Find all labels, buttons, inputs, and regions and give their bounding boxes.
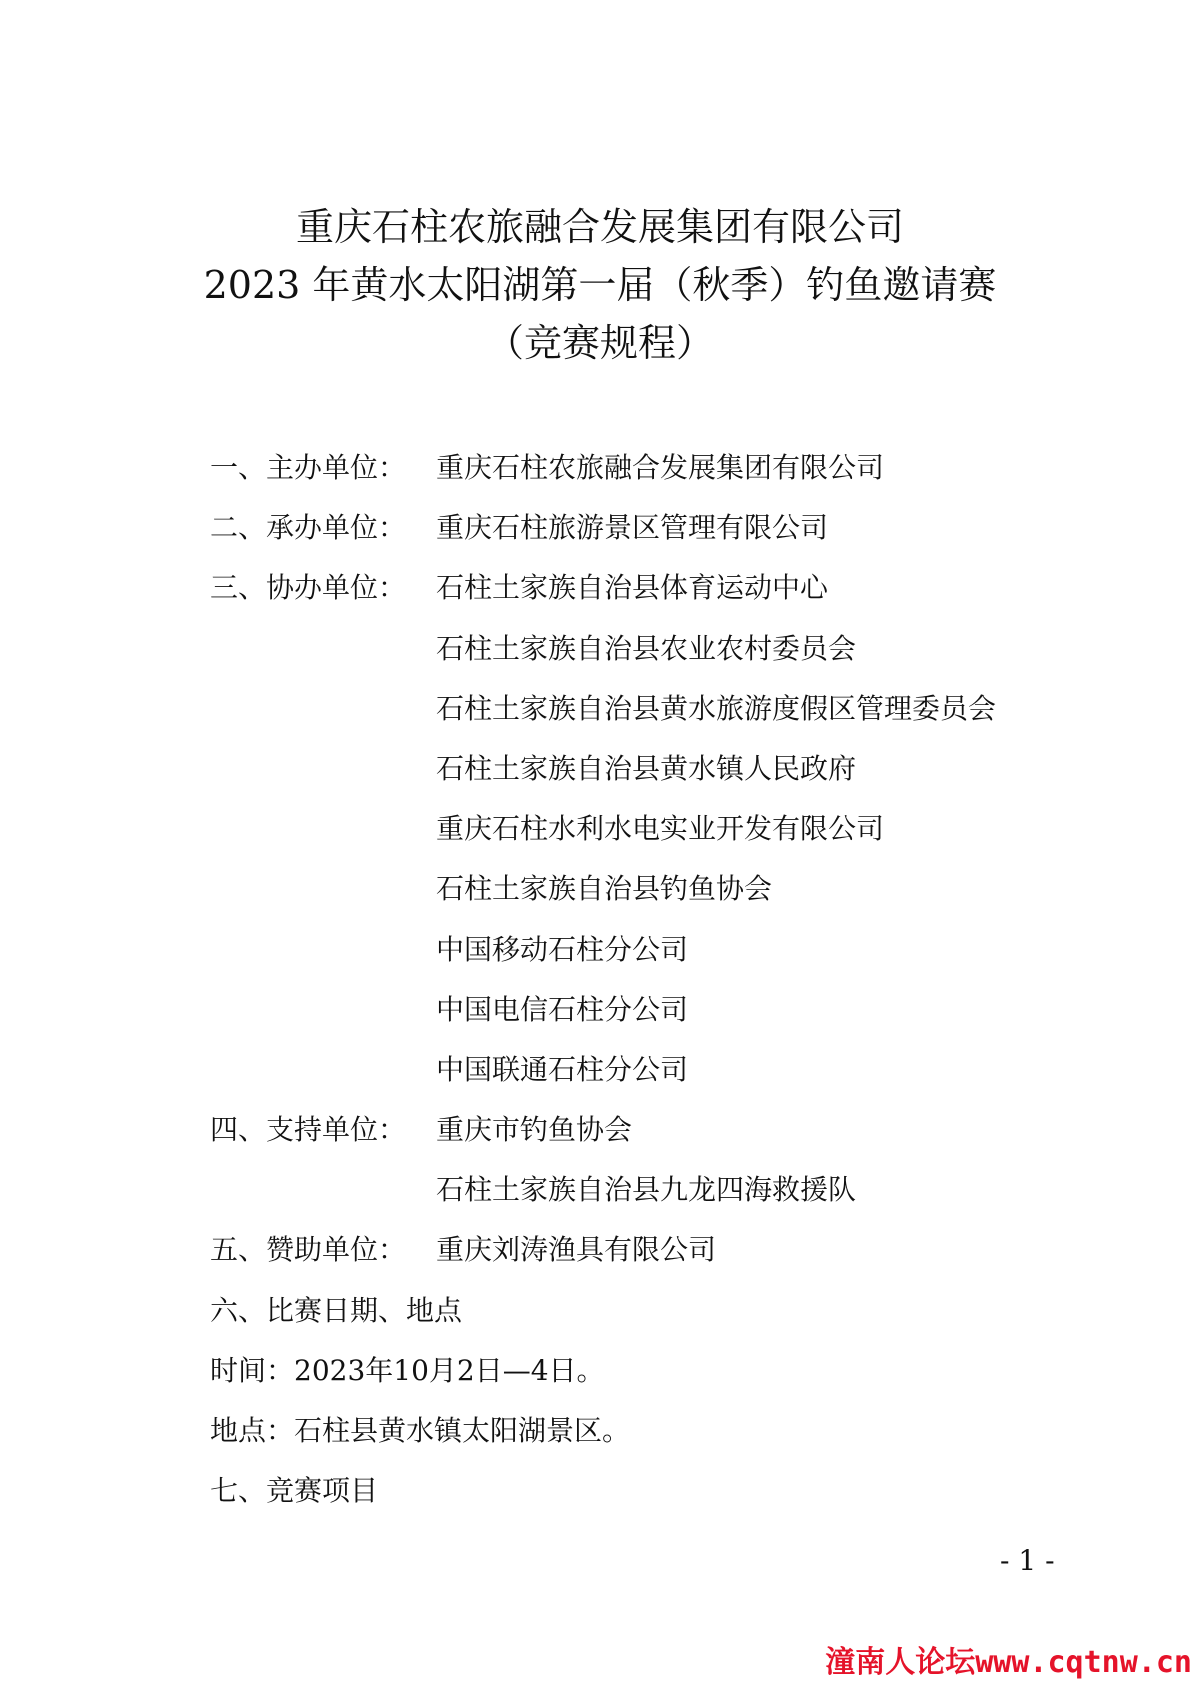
co-organizer-item: 中国电信石柱分公司 — [436, 992, 689, 1026]
co-organizer-item: 重庆石柱水利水电实业开发有限公司 — [436, 812, 885, 846]
co-organizer-item: 石柱土家族自治县农业农村委员会 — [436, 631, 857, 665]
co-organizer-row — [210, 689, 1110, 749]
title-line-2: 2023 年黄水太阳湖第一届（秋季）钓鱼邀请赛 — [203, 263, 997, 307]
title-line-1: 重庆石柱农旅融合发展集团有限公司 — [295, 205, 904, 249]
date-place-heading: 六、比赛日期、地点 — [210, 1293, 463, 1327]
co-organizer-item: 石柱土家族自治县黄水旅游度假区管理委员会 — [436, 691, 997, 725]
co-organizer-row — [210, 869, 1110, 929]
sponsor-label: 五、赞助单位： — [210, 1233, 407, 1267]
co-organizer-row — [210, 749, 1110, 809]
supporter-item: 重庆市钓鱼协会 — [436, 1113, 633, 1147]
place-text: 地点：石柱县黄水镇太阳湖景区。 — [210, 1414, 631, 1447]
events-row — [210, 1471, 1110, 1531]
host-label: 一、主办单位： — [210, 451, 407, 484]
co-organizers-label: 三、协办单位： — [210, 571, 407, 605]
title-line-3: （竞赛规程） — [485, 321, 714, 365]
co-organizer-row — [210, 809, 1110, 869]
co-organizer-row — [210, 930, 1110, 990]
organizer-value: 重庆石柱旅游景区管理有限公司 — [436, 511, 829, 545]
page-number: - 1 - — [1000, 1544, 1055, 1577]
events-heading: 七、竞赛项目 — [210, 1474, 379, 1508]
place-row — [210, 1411, 1110, 1471]
supporter-row — [210, 1110, 1110, 1170]
co-organizer-row — [210, 629, 1110, 689]
host-value: 重庆石柱农旅融合发展集团有限公司 — [436, 451, 885, 484]
rules-body — [210, 448, 1110, 1531]
time-text: 时间：2023年10月2日—4日。 — [210, 1353, 605, 1387]
co-organizer-item: 石柱土家族自治县黄水镇人民政府 — [436, 751, 857, 785]
date-place-row — [210, 1291, 1110, 1351]
document-title — [0, 198, 1200, 372]
co-organizer-item: 石柱土家族自治县体育运动中心 — [436, 571, 829, 605]
watermark: 潼南人论坛www.cqtnw.cn — [825, 1645, 1192, 1680]
sponsor-row — [210, 1230, 1110, 1290]
co-organizer-row — [210, 990, 1110, 1050]
time-row — [210, 1351, 1110, 1411]
co-organizer-item: 中国联通石柱分公司 — [436, 1052, 689, 1086]
supporter-item: 石柱土家族自治县九龙四海救援队 — [436, 1173, 857, 1207]
organizer-row — [210, 508, 1110, 568]
co-organizer-row — [210, 568, 1110, 628]
supporter-row — [210, 1170, 1110, 1230]
co-organizer-item: 中国移动石柱分公司 — [436, 932, 689, 966]
co-organizer-row — [210, 1050, 1110, 1110]
co-organizer-item: 石柱土家族自治县钓鱼协会 — [436, 872, 773, 906]
organizer-label: 二、承办单位： — [210, 511, 407, 545]
supporters-label: 四、支持单位： — [210, 1113, 407, 1147]
host-row — [210, 448, 1110, 508]
sponsor-value: 重庆刘涛渔具有限公司 — [436, 1233, 717, 1267]
